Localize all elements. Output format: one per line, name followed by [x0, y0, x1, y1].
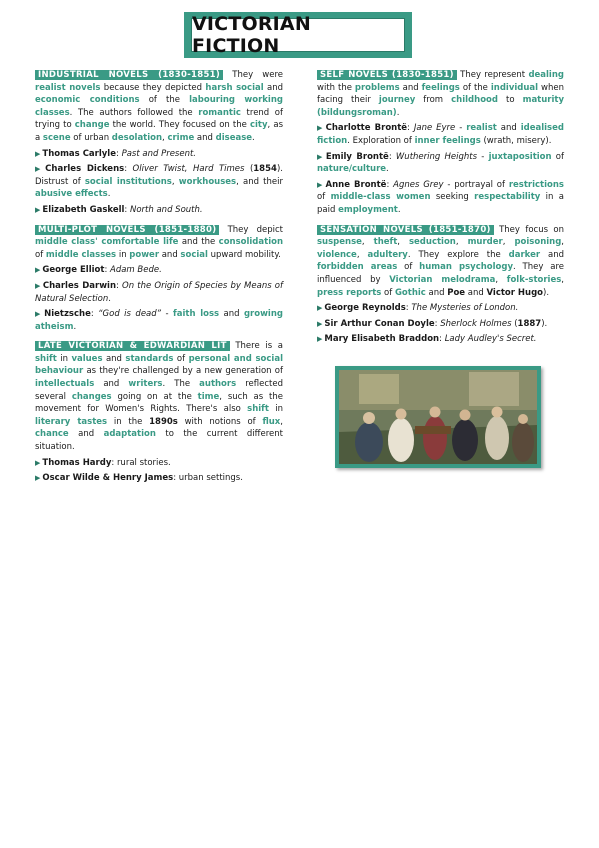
title-banner: [184, 12, 412, 58]
list-item: ▶ Charles Dickens: Oliver Twist, Hard Times (1854). Distrust of social institutions, workhouses, and their abusive effects.: [35, 164, 283, 200]
list-item: ▶ George Reynolds: The Mysteries of London.: [317, 303, 519, 314]
list-item: ▶ Charles Darwin: On the Origin of Species by Means of Natural Selection.: [35, 280, 283, 304]
list-item: ▶ Mary Elisabeth Braddon: Lady Audley's Secret.: [317, 334, 537, 345]
bullet-arrow-icon: ▶: [35, 474, 41, 483]
bullet-arrow-icon: ▶: [317, 335, 323, 344]
section-self-novels: [317, 69, 564, 217]
section-heading: MULTI-PLOT NOVELS (1851-1880): [35, 225, 219, 235]
bullet-arrow-icon: ▶: [317, 152, 324, 161]
right-column: [317, 69, 564, 353]
bullet-arrow-icon: ▶: [317, 124, 324, 133]
list-item: ▶ Oscar Wilde & Henry James: urban settings.: [35, 473, 243, 484]
section-industrial-novels: [35, 69, 283, 217]
list-item: ▶ Charlotte Brontë: Jane Eyre - realist and idealised fiction. Exploration of inner feelings (wrath, misery).: [317, 123, 564, 146]
section-heading: SENSATION NOVELS (1851-1870): [317, 225, 494, 235]
list-item: ▶ Emily Brontë: Wuthering Heights - juxtaposition of nature/culture.: [317, 151, 564, 175]
bullet-arrow-icon: ▶: [317, 319, 323, 328]
section-heading: LATE VICTORIAN & EDWARDIAN LIT: [35, 341, 230, 351]
bullet-arrow-icon: ▶: [317, 304, 323, 313]
section-sensation-novels: [317, 224, 564, 346]
bullet-arrow-icon: ▶: [35, 310, 43, 319]
list-item: ▶ Nietzsche: “God is dead” - faith loss and growing atheism.: [35, 309, 283, 332]
bullet-arrow-icon: ▶: [35, 165, 44, 174]
page-title: VICTORIAN FICTION: [192, 13, 311, 57]
list-item: ▶ Thomas Hardy: rural stories.: [35, 457, 171, 468]
title-frame: [191, 13, 405, 57]
list-item: ▶ Sir Arthur Conan Doyle: Sherlock Holmes (1887).: [317, 318, 548, 329]
late-victorian-paragraph: LATE VICTORIAN & EDWARDIAN LIT There is a shift in values and standards of personal and social behaviour as they're challenged by a new generation of intellectuals and writers. The authors reflected several changes going on at the time, such as the movement for Women's Rights. There's also shift in literary tastes in the 1890s with notions of flux, chance and adaptation to the current different situation.: [35, 341, 284, 453]
section-multi-plot-novels: [35, 224, 283, 334]
list-item: ▶ Elizabeth Gaskell: North and South.: [35, 204, 203, 215]
left-column: [35, 69, 283, 492]
section-heading: SELF NOVELS (1830-1851): [317, 70, 457, 80]
victorian-parlour-painting: [335, 366, 541, 468]
bullet-arrow-icon: ▶: [35, 458, 41, 467]
bullet-arrow-icon: ▶: [35, 205, 41, 214]
section-heading: INDUSTRIAL NOVELS (1830-1851): [35, 70, 223, 80]
self-novels-paragraph: SELF NOVELS (1830-1851) They represent dealing with the problems and feelings of the individual when facing their journey from childhood to maturity (bildungsroman).: [317, 70, 565, 118]
section-late-victorian: [35, 340, 283, 485]
bullet-arrow-icon: ▶: [35, 266, 41, 275]
painting-image: [339, 370, 537, 464]
list-item: ▶ George Elliot: Adam Bede.: [35, 265, 162, 276]
bullet-arrow-icon: ▶: [317, 180, 324, 189]
list-item: ▶ Anne Brontë: Agnes Grey - portrayal of restrictions of middle-class women seeking respectability in a paid employment.: [317, 179, 564, 215]
sensation-novels-paragraph: SENSATION NOVELS (1851-1870) They focus on suspense, theft, seduction, murder, poisoning, violence, adultery. They explore the darker and forbidden areas of human psychology. They are influenced by Victorian melodrama, folk-stories, press reports of Gothic and Poe and Victor Hugo).: [317, 224, 565, 298]
multi-plot-paragraph: MULTI-PLOT NOVELS (1851-1880) They depict middle class' comfortable life and the consolidation of middle classes in power and social upward mobility.: [35, 224, 283, 260]
bullet-arrow-icon: ▶: [35, 281, 41, 290]
bullet-arrow-icon: ▶: [35, 149, 41, 158]
industrial-novels-paragraph: INDUSTRIAL NOVELS (1830-1851) They were realist novels because they depicted harsh social and economic conditions of the labouring working classes. The authors followed the romantic trend of trying to change the world. They focused on the city, as a scene of urban desolation, crime and disease.: [35, 70, 284, 143]
list-item: ▶ Thomas Carlyle: Past and Present.: [35, 148, 196, 159]
